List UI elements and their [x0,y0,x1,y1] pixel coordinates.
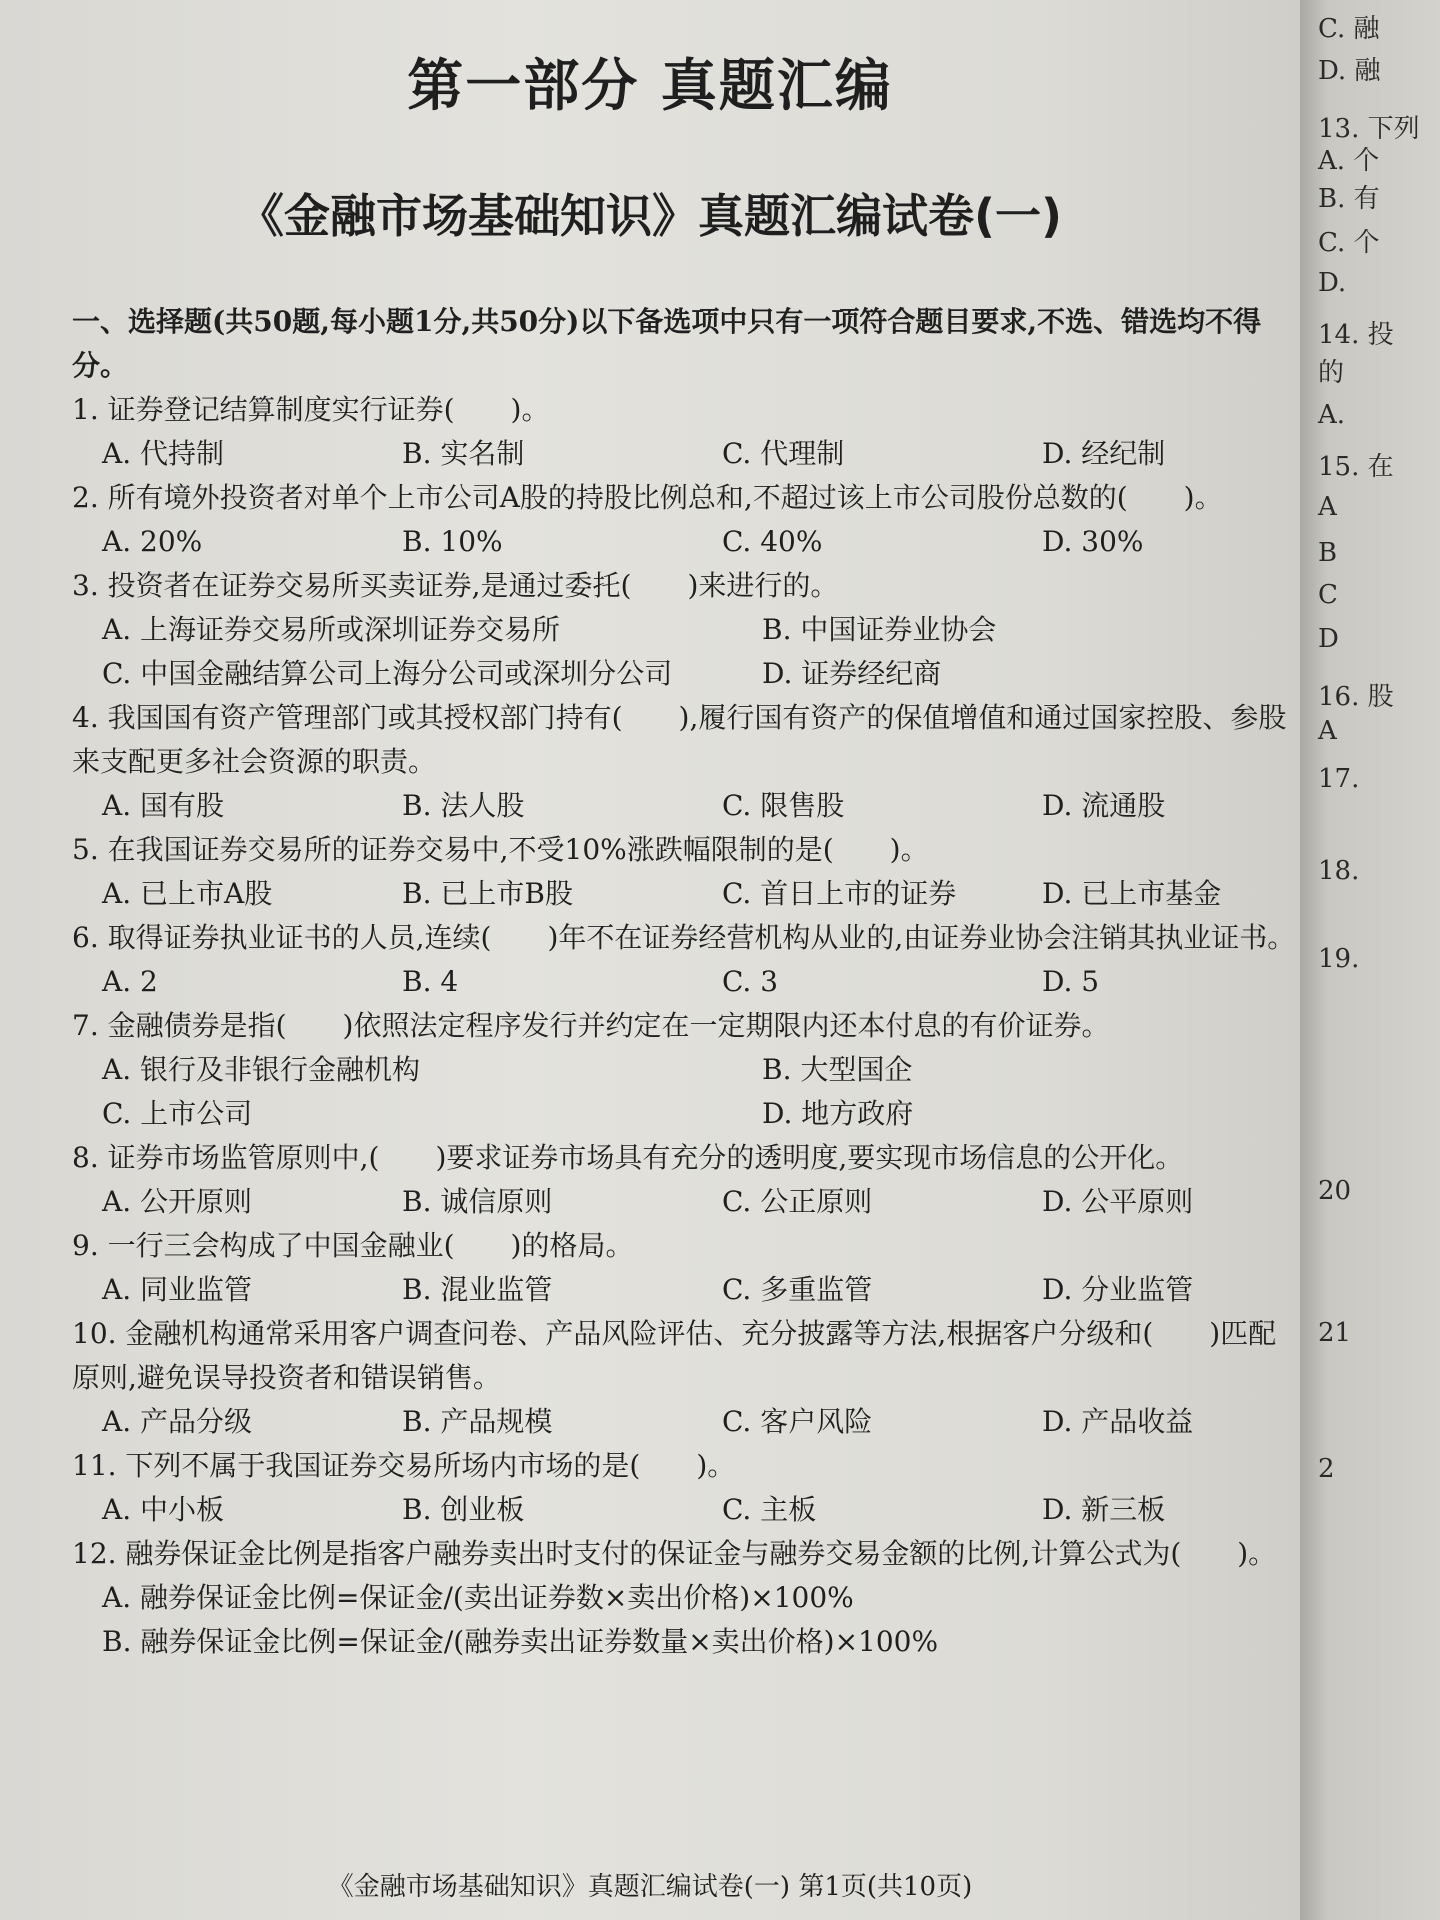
question-text: 8. 证券市场监管原则中,( )要求证券市场具有充分的透明度,要实现市场信息的公开化。 [72,1141,1184,1174]
fragment-text: C. 融 [1318,14,1380,44]
option-d: D. 已上市基金 [1042,877,1222,910]
option-a: A. 公开原则 [102,1185,253,1218]
option-b: B. 10% [402,525,503,558]
section-instructions: 一、选择题(共50题,每小题1分,共50分)以下备选项中只有一项符合题目要求,不选、错选均不得分。 [72,305,1262,382]
question-text: 7. 金融债券是指( )依照法定程序发行并约定在一定期限内还本付息的有价证券。 [72,1009,1110,1042]
question-11 [72,1444,1300,1532]
option-d: D. 证券经纪商 [762,657,942,690]
option-b: B. 4 [402,965,459,998]
option-d: D. 经纪制 [1042,437,1166,470]
fragment-text: 的 [1318,358,1345,388]
fragment-text: B [1318,538,1338,568]
question-9 [72,1224,1300,1312]
option-d: D. 新三板 [1042,1493,1166,1526]
option-c: C. 首日上市的证券 [722,877,957,910]
question-8 [72,1136,1300,1224]
question-2 [72,476,1300,564]
option-c: C. 主板 [722,1493,817,1526]
option-a: A. 同业监管 [102,1273,253,1306]
questions-section [72,300,1300,1664]
option-a: A. 国有股 [102,789,225,822]
option-a: A. 已上市A股 [102,877,273,910]
fragment-text: C. 个 [1318,228,1380,258]
part-title: 第一部分 真题汇编 [407,53,893,119]
fragment-text: 19. [1318,944,1360,974]
option-c: C. 上市公司 [102,1097,253,1130]
page-footer: 《金融市场基础知识》真题汇编试卷(一) 第1页(共10页) [327,1872,973,1902]
question-text: 12. 融券保证金比例是指客户融券卖出时支付的保证金与融券交易金额的比例,计算公式为( )。 [72,1537,1277,1570]
question-7 [72,1004,1300,1136]
option-a: A. 2 [102,965,158,998]
question-text: 3. 投资者在证券交易所买卖证券,是通过委托( )来进行的。 [72,569,839,602]
option-c: C. 客户风险 [722,1405,873,1438]
option-a: A. 上海证券交易所或深圳证券交易所 [102,613,561,646]
fragment-text: 18. [1318,856,1360,886]
fragment-text: 20 [1318,1176,1352,1206]
question-text: 9. 一行三会构成了中国金融业( )的格局。 [72,1229,634,1262]
fragment-text: D. 融 [1318,56,1381,86]
fragment-text: D [1318,624,1339,654]
question-text: 6. 取得证券执业证书的人员,连续( )年不在证券经营机构从业的,由证券业协会注销其执业证书。 [72,921,1296,954]
option-c: C. 限售股 [722,789,845,822]
fragment-text: A. 个 [1318,146,1380,176]
fragment-text: 17. [1318,764,1360,794]
option-d: D. 5 [1042,965,1100,998]
option-d: D. 公平原则 [1042,1185,1194,1218]
question-text: 2. 所有境外投资者对单个上市公司A股的持股比例总和,不超过该上市公司股份总数的( )。 [72,481,1223,514]
option-a: A. 产品分级 [102,1405,253,1438]
option-a: A. 20% [102,525,203,558]
option-a: A. 融券保证金比例=保证金/(卖出证券数×卖出价格)×100% [102,1581,854,1614]
option-b: B. 大型国企 [762,1053,913,1086]
option-d: D. 分业监管 [1042,1273,1194,1306]
fragment-text: 13. 下列 [1318,114,1420,144]
paper-title: 《金融市场基础知识》真题汇编试卷(一) [237,189,1063,243]
option-b: B. 创业板 [402,1493,525,1526]
fragment-text: 16. 股 [1318,682,1394,712]
option-c: C. 3 [722,965,779,998]
option-d: D. 地方政府 [762,1097,914,1130]
question-text: 4. 我国国有资产管理部门或其授权部门持有( ),履行国有资产的保值增值和通过国家控股、参股来支配更多社会资源的职责。 [72,701,1287,778]
option-c: C. 代理制 [722,437,845,470]
fragment-text: 21 [1318,1318,1352,1348]
option-a: A. 中小板 [102,1493,225,1526]
fragment-text: A [1318,716,1337,746]
option-b: B. 混业监管 [402,1273,553,1306]
option-b: B. 诚信原则 [402,1185,553,1218]
question-1 [72,388,1300,476]
question-5 [72,828,1300,916]
option-a: A. 银行及非银行金融机构 [102,1053,421,1086]
question-3 [72,564,1300,696]
question-6 [72,916,1300,1004]
fragment-text: 2 [1318,1454,1335,1484]
fragment-text: C [1318,580,1338,610]
option-b: B. 产品规模 [402,1405,553,1438]
fragment-text: D. [1318,268,1347,298]
question-text: 1. 证券登记结算制度实行证券( )。 [72,393,550,426]
option-d: D. 产品收益 [1042,1405,1194,1438]
question-12 [72,1532,1300,1664]
option-c: C. 40% [722,525,823,558]
fragment-text: A. [1318,400,1346,430]
fragment-text: A [1318,492,1337,522]
option-c: C. 多重监管 [722,1273,873,1306]
question-text: 10. 金融机构通常采用客户调查问卷、产品风险评估、充分披露等方法,根据客户分级和( )匹配原则,避免误导投资者和错误销售。 [72,1317,1277,1394]
fragment-text: B. 有 [1318,184,1380,214]
option-b: B. 法人股 [402,789,525,822]
option-d: D. 流通股 [1042,789,1166,822]
question-text: 5. 在我国证券交易所的证券交易中,不受10%涨跌幅限制的是( )。 [72,833,929,866]
fragment-text: 15. 在 [1318,452,1394,482]
fragment-text: 14. 投 [1318,320,1394,350]
question-text: 11. 下列不属于我国证券交易所场内市场的是( )。 [72,1449,736,1482]
question-10 [72,1312,1300,1444]
option-a: A. 代持制 [102,437,225,470]
option-b: B. 融券保证金比例=保证金/(融券卖出证券数量×卖出价格)×100% [102,1625,939,1658]
option-c: C. 公正原则 [722,1185,873,1218]
option-d: D. 30% [1042,525,1144,558]
option-b: B. 实名制 [402,437,525,470]
option-b: B. 已上市B股 [402,877,573,910]
option-c: C. 中国金融结算公司上海分公司或深圳分公司 [102,657,673,690]
option-b: B. 中国证券业协会 [762,613,997,646]
adjacent-page-edge [1300,0,1440,1920]
question-4 [72,696,1300,828]
